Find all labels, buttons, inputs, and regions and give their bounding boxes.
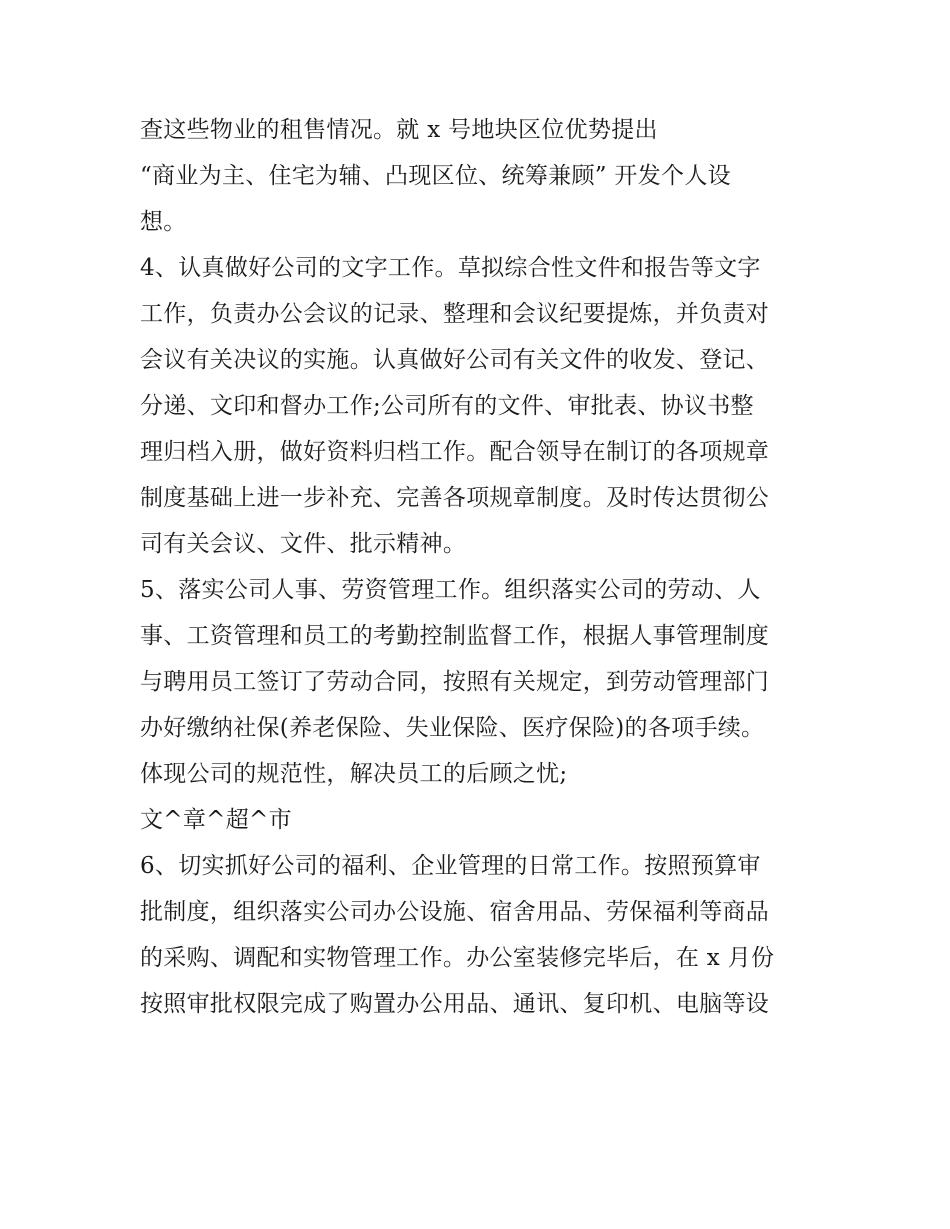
paragraph-6-line-3: 的采购、调配和实物管理工作。办公室装修完毕后，在 x 月份 [140,945,775,971]
paragraph-5-line-1: 5、落实公司人事、劳资管理工作。组织落实公司的劳动、人 [140,577,761,603]
paragraph-5-line-3: 与聘用员工签订了劳动合同，按照有关规定，到劳动管理部门 [140,669,770,695]
paragraph-5-line-5: 体现公司的规范性，解决员工的后顾之忧; [140,761,568,787]
document-body [140,107,820,1027]
text-line-3: 想。 [140,209,187,235]
paragraph-4-line-7: 司有关会议、文件、批示精神。 [140,531,467,557]
paragraph-6-line-1: 6、切实抓好公司的福利、企业管理的日常工作。按照预算审 [140,853,761,879]
paragraph-4-line-5: 理归档入册，做好资料归档工作。配合领导在制订的各项规章 [140,439,770,465]
paragraph-4-line-2: 工作，负责办公会议的记录、整理和会议纪要提炼，并负责对 [140,301,770,327]
paragraph-5-line-2: 事、工资管理和员工的考勤控制监督工作，根据人事管理制度 [140,623,770,649]
paragraph-4-line-3: 会议有关决议的实施。认真做好公司有关文件的收发、登记、 [140,347,770,373]
paragraph-5-line-4: 办好缴纳社保(养老保险、失业保险、医疗保险)的各项手续。 [140,715,765,741]
paragraph-6-line-2: 批制度，组织落实公司办公设施、宿舍用品、劳保福利等商品 [140,899,770,925]
paragraph-4-line-6: 制度基础上进一步补充、完善各项规章制度。及时传达贯彻公 [140,485,770,511]
watermark-text-line: 文^章^超^市 [140,807,292,833]
paragraph-4-line-4: 分递、文印和督办工作;公司所有的文件、审批表、协议书整 [140,393,754,419]
paragraph-4-line-1: 4、认真做好公司的文字工作。草拟综合性文件和报告等文字 [140,255,761,281]
paragraph-6-line-4: 按照审批权限完成了购置办公用品、通讯、复印机、电脑等设 [140,991,770,1017]
text-line-2: “商业为主、住宅为辅、凸现区位、统筹兼顾” 开发个人设 [140,163,731,189]
text-line-1: 查这些物业的租售情况。就 x 号地块区位优势提出 [140,117,658,143]
